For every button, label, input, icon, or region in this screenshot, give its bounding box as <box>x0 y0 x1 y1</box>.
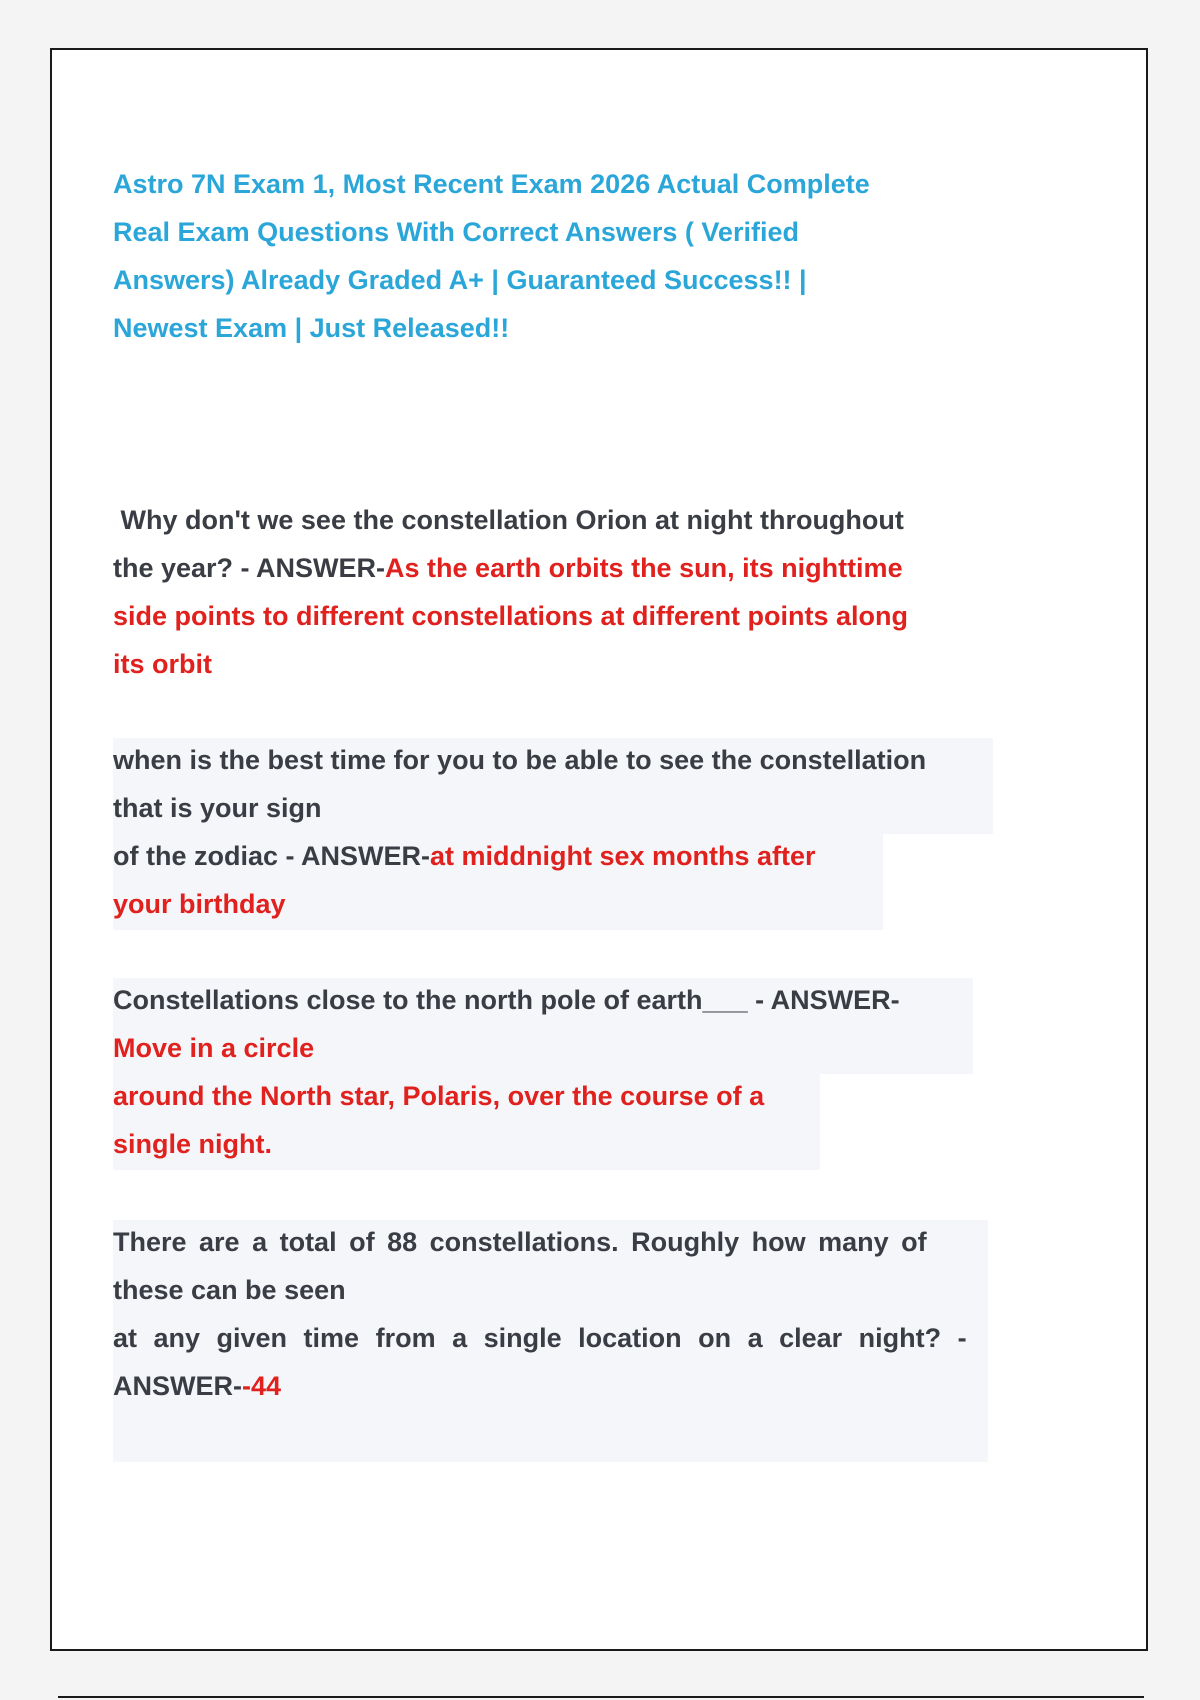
answer-text: side points to different constellations at different points along <box>113 601 909 631</box>
question-text: that is your sign <box>113 793 322 823</box>
question-text: the year? - ANSWER- <box>113 553 386 583</box>
question-text: Why don't we see the constellation Orion at night throughout <box>113 505 904 535</box>
question-text: when is the best time for you to be able to see the constellation <box>113 745 927 775</box>
question-answer-line <box>113 544 908 592</box>
answer-text: Move in a circle <box>113 1033 315 1063</box>
answer-text: single night. <box>113 1129 272 1159</box>
question-answer-line <box>113 1362 967 1410</box>
question-text: There are a total of 88 constellations. Roughly how many of <box>113 1227 927 1257</box>
answer-text: its orbit <box>113 649 212 679</box>
next-page-edge <box>58 1696 1144 1698</box>
answer-text: As the earth orbits the sun, its nighttime <box>385 553 903 583</box>
qa-item-north-pole <box>113 976 900 1168</box>
question-text: these can be seen <box>113 1275 346 1305</box>
question-text: ANSWER- <box>113 1371 242 1401</box>
question-text: of the zodiac - ANSWER- <box>113 841 430 871</box>
document-content <box>113 160 1048 1401</box>
title-line: Newest Exam | Just Released!! <box>113 313 510 343</box>
question-text: Constellations close to the north pole of earth___ - ANSWER- <box>113 985 900 1015</box>
title-line: Real Exam Questions With Correct Answers ( Verified <box>113 217 799 247</box>
qa-item-zodiac <box>113 736 926 928</box>
title-line: Astro 7N Exam 1, Most Recent Exam 2026 Actual Complete <box>113 169 870 199</box>
question-text: at any given time from a single location on a clear night? - <box>113 1323 967 1353</box>
answer-text: at middnight sex months after <box>430 841 816 871</box>
qa-item-88-constellations <box>113 1218 967 1410</box>
answer-text: your birthday <box>113 889 286 919</box>
question-answer-line <box>113 832 926 880</box>
answer-text: -44 <box>242 1371 282 1401</box>
qa-item-orion <box>113 496 908 688</box>
document-title <box>113 160 953 352</box>
answer-text: around the North star, Polaris, over the course of a <box>113 1081 765 1111</box>
title-line: Answers) Already Graded A+ | Guaranteed Success!! | <box>113 265 807 295</box>
